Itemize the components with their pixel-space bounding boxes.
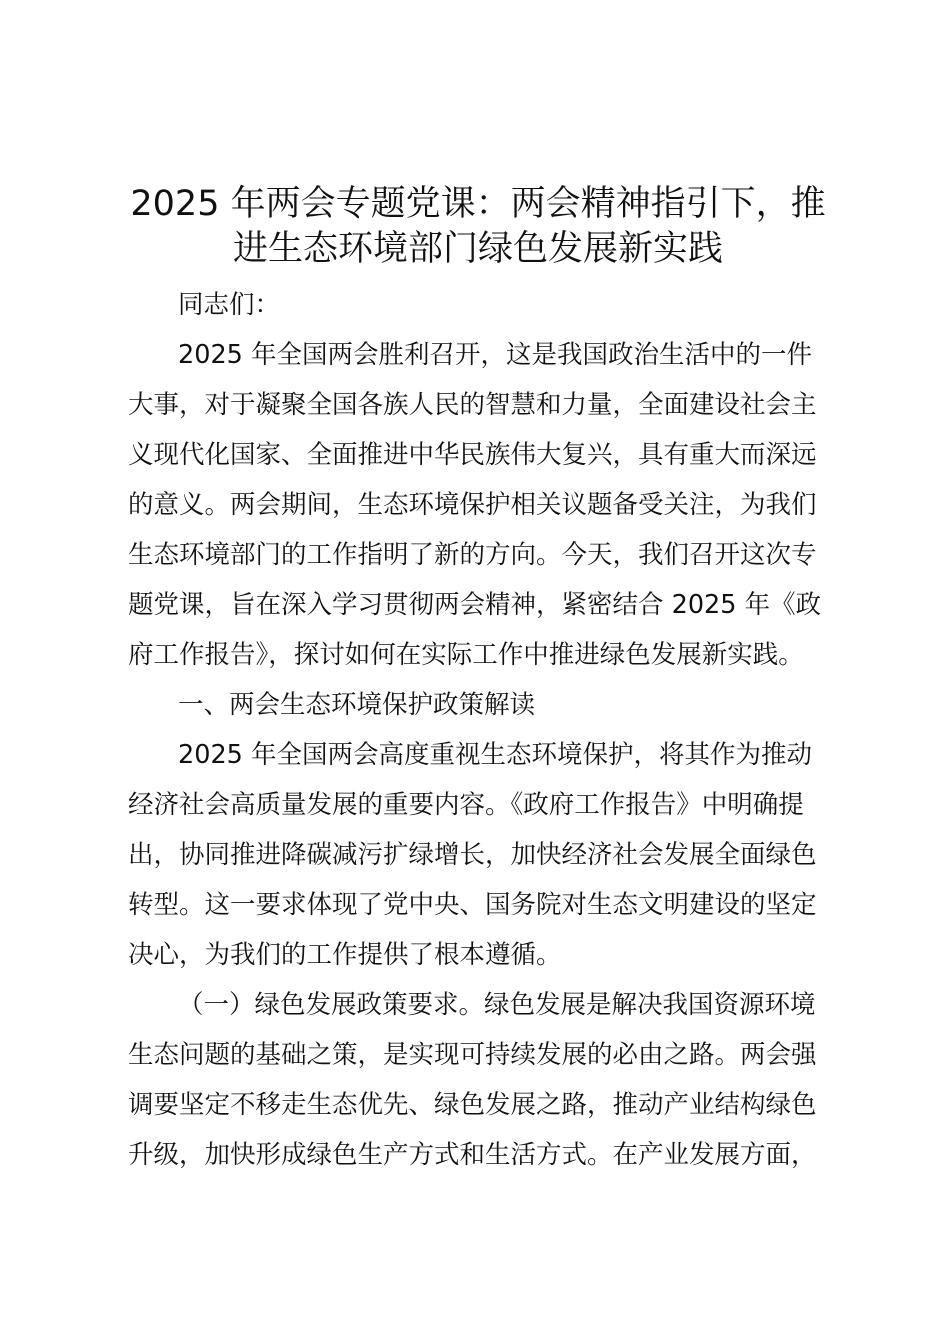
text-line: 2025 年全国两会高度重视生态环境保护，将其作为推动	[178, 740, 813, 770]
text-line: 经济社会高质量发展的重要内容。《政府工作报告》中明确提	[128, 790, 804, 820]
text-line: 一、两会生态环境保护政策解读	[178, 690, 536, 720]
text-line: （一）绿色发展政策要求。绿色发展是解决我国资源环境	[178, 990, 816, 1020]
text-line: 2025 年全国两会胜利召开，这是我国政治生活中的一件	[178, 340, 813, 370]
text-line: 同志们：	[178, 290, 281, 320]
text-line: 决心，为我们的工作提供了根本遵循。	[128, 940, 562, 970]
text-line: 转型。这一要求体现了党中央、国务院对生态文明建设的坚定	[128, 890, 817, 920]
text-line: 的意义。两会期间，生态环境保护相关议题备受关注，为我们	[128, 490, 817, 520]
document-title	[118, 182, 838, 272]
text-line: 义现代化国家、全面推进中华民族伟大复兴，具有重大而深远	[128, 440, 817, 470]
document-body	[128, 280, 838, 1180]
text-line: 出，协同推进降碳减污扩绿增长，加快经济社会发展全面绿色	[128, 840, 817, 870]
text-line: 升级，加快形成绿色生产方式和生活方式。在产业发展方面，	[128, 1140, 817, 1170]
text-line: 调要坚定不移走生态优先、绿色发展之路，推动产业结构绿色	[128, 1090, 817, 1120]
text-line: 生态环境部门的工作指明了新的方向。今天，我们召开这次专	[128, 540, 817, 570]
text-line: 府工作报告》，探讨如何在实际工作中推进绿色发展新实践。	[128, 640, 804, 670]
text-line: 题党课，旨在深入学习贯彻两会精神，紧密结合 2025 年《政	[128, 590, 822, 620]
title-line: 2025 年两会专题党课：两会精神指引下，推	[130, 184, 826, 224]
text-line: 大事，对于凝聚全国各族人民的智慧和力量，全面建设社会主	[128, 390, 817, 420]
title-line: 进生态环境部门绿色发展新实践	[232, 229, 723, 269]
text-line: 生态问题的基础之策，是实现可持续发展的必由之路。两会强	[128, 1040, 817, 1070]
